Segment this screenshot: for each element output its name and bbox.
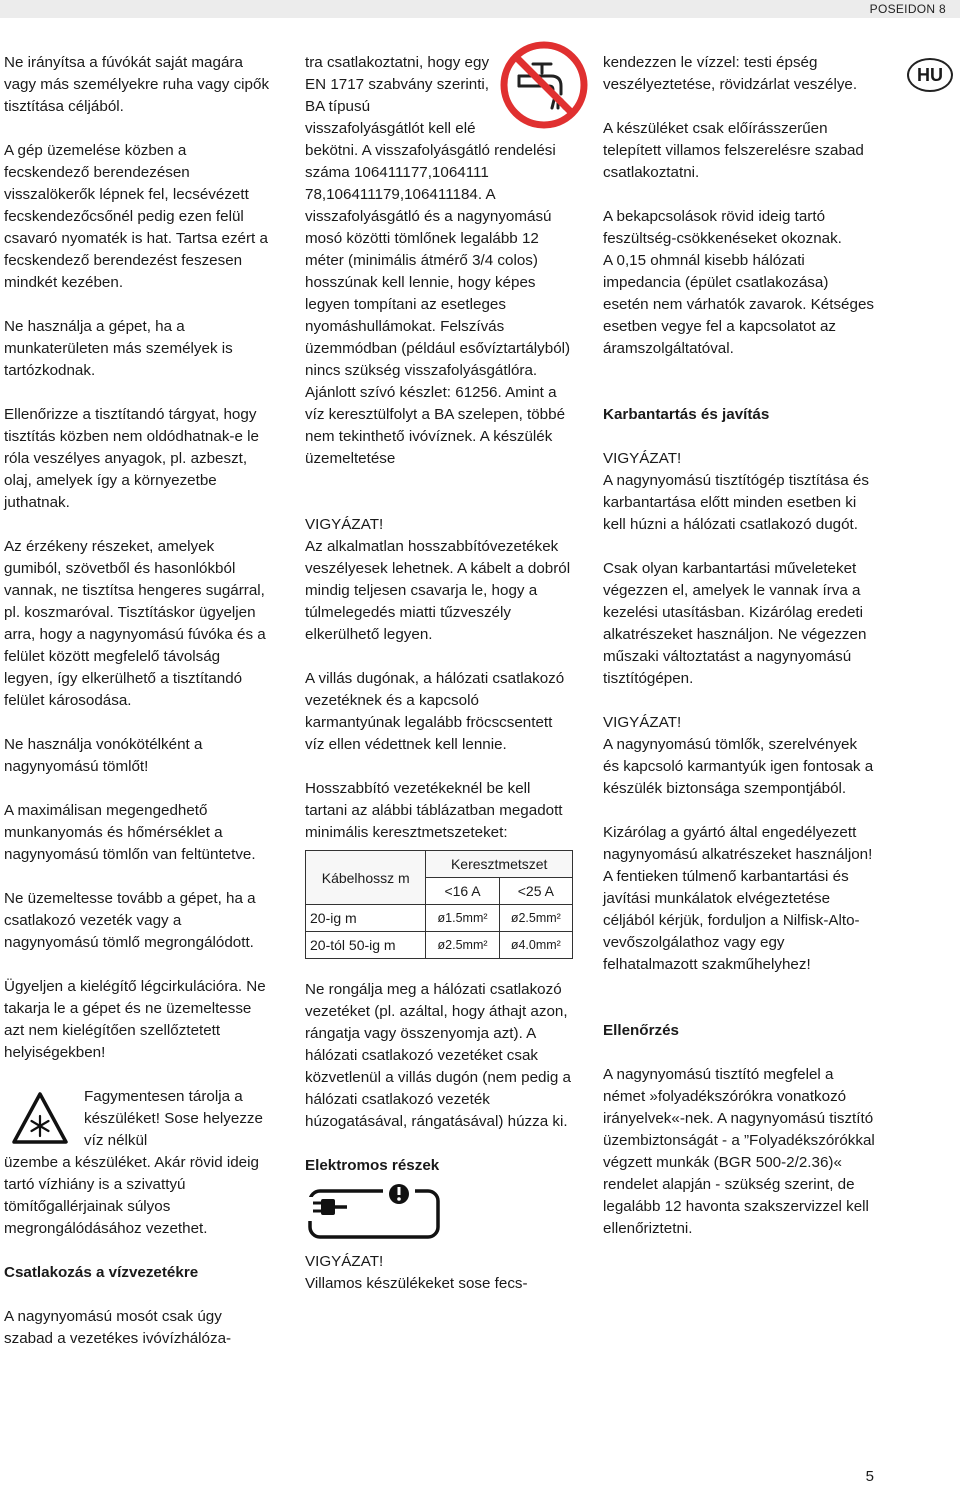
frost-text: Fagymentesen tárolja a készüléket! Sose helyezze víz nélkül bbox=[84, 1088, 263, 1149]
paragraph: Ügyeljen a kielégítő légcirkulációra. Ne takarja le a gépet és ne üzemeltesse azt nem kielégítően szellőztetett helyiségekben! bbox=[4, 978, 266, 1061]
paragraph: Az érzékeny részeket, amelyek gumiból, szövetből és hasonlókból vannak, ne tisztítsa hengeres sugárral, pl. koszmaróval. Tisztításkor ügyeljen arra, hogy a nagynyomású fúvóka és a felület között megfelelő távolság legyen, így elkerülhető a tisztítandó felület károsodása. bbox=[4, 538, 266, 709]
paragraph: A maximálisan megengedhető munkanyomás és hőmérséklet a nagynyomású tömlőn van feltüntetve. bbox=[4, 802, 256, 863]
paragraph: A 0,15 ohmnál kisebb hálózati impedancia (épület csatlakozása) esetén nem várhatók zavarok. Kétséges esetben vegye fel a kapcsolatot az áramszolgáltatóval. bbox=[603, 252, 874, 357]
paragraph: A gép üzemelése közben a fecskendező berendezésen visszalökerők lépnek fel, lecsévézett fecskendezőcsőnél pedig ezen felül csavaró nyomaték is hat. Tartsa ezért a fecskendező berendezést feszesen mindkét kezében. bbox=[4, 142, 268, 291]
warning-label: VIGYÁZAT! bbox=[305, 1253, 384, 1270]
column-3 bbox=[603, 52, 875, 1240]
header-cell-section: Keresztmetszet bbox=[426, 851, 573, 878]
header-band bbox=[0, 0, 960, 18]
paragraph: A nagynyomású tisztítógép tisztítása és karbantartása előtt minden esetben ki kell húzni a hálózati csatlakozó dugót. bbox=[603, 472, 869, 533]
header-cell-length: Kábelhossz m bbox=[306, 851, 426, 905]
table-row bbox=[306, 905, 573, 932]
table-header-row bbox=[306, 851, 573, 878]
paragraph: kendezzen le vízzel: testi épség veszélyeztetése, rövidzárlat veszélye. bbox=[603, 54, 858, 93]
subheader-cell: <16 A bbox=[426, 878, 499, 905]
section-heading: Elektromos részek bbox=[305, 1157, 440, 1174]
subheader-cell: <25 A bbox=[499, 878, 572, 905]
paragraph: A nagynyomású tisztító megfelel a német »folyadékszórókra vonatkozó irányelvek«-nek. A nagynyomású tisztító üzembiztonságát - a ”Folyadékszórókkal végzett munkák (BGR 500-2/2.36)« rendelet alapján - szükség szerint, de legalább 12 havonta szakszervizzel kell ellenőriztetni. bbox=[603, 1066, 875, 1237]
cable-table bbox=[305, 850, 573, 959]
table-cell: ø1.5mm² bbox=[426, 905, 499, 932]
paragraph: A készüléket csak előírásszerűen telepített villamos felszerelésre szabad csatlakoztatni. bbox=[603, 120, 864, 181]
paragraph: Villamos készülékeket sose fecs- bbox=[305, 1275, 528, 1292]
column-1 bbox=[4, 52, 272, 1350]
header-title: POSEIDON 8 bbox=[869, 2, 946, 16]
paragraph: Ellenőrizze a tisztítandó tárgyat, hogy tisztítás közben nem oldódhatnak-e le róla veszélyes anyagok, pl. azbeszt, olaj, amelyek így a környezetbe juthatnak. bbox=[4, 406, 259, 511]
section-heading: Csatlakozás a vízvezetékre bbox=[4, 1264, 199, 1281]
table-cell: ø2.5mm² bbox=[499, 905, 572, 932]
paragraph: Ne irányítsa a fúvókát saját magára vagy más személyekre ruha vagy cipők tisztítása céljából. bbox=[4, 54, 270, 115]
table-cell: ø4.0mm² bbox=[499, 932, 572, 959]
paragraph: Ne használja a gépet, ha a munkaterületen más személyek is tartózkodnak. bbox=[4, 318, 233, 379]
paragraph: A nagynyomású mosót csak úgy szabad a vezetékes ivóvízhálóza- bbox=[4, 1308, 232, 1347]
section-heading: Karbantartás és javítás bbox=[603, 406, 770, 423]
warning-label: VIGYÁZAT! bbox=[305, 516, 384, 533]
warning-label: VIGYÁZAT! bbox=[603, 714, 682, 731]
page-number: 5 bbox=[865, 1468, 874, 1485]
paragraph: A fentieken túlmenő karbantartási és javítási munkálatok elvégeztetése céljából kérjük, forduljon a Nilfisk-Alto-vevőszolgálathoz vagy egy felhatalmazott szakműhelyhez! bbox=[603, 868, 860, 973]
no-drinking-water-icon bbox=[499, 40, 589, 130]
paragraph: Ne üzemeltesse tovább a gépet, ha a csatlakozó vezeték vagy a nagynyomású tömlő megrongálódott. bbox=[4, 890, 256, 951]
warning-label: VIGYÁZAT! bbox=[603, 450, 682, 467]
language-badge: HU bbox=[907, 58, 953, 92]
electrical-warning-icon bbox=[307, 1183, 443, 1241]
paragraph: A nagynyomású tömlők, szerelvények és kapcsoló karmantyúk igen fontosak a készülék biztonsága szempontjából. bbox=[603, 736, 874, 797]
paragraph: Kizárólag a gyártó által engedélyezett nagynyomású alkatrészeket használjon! bbox=[603, 824, 873, 863]
frost-warning-icon bbox=[12, 1092, 68, 1144]
table-cell: 20-ig m bbox=[306, 905, 426, 932]
paragraph: üzembe a készüléket. Akár rövid ideig tartó vízhiány is a szivattyú tömítőgallérjainak súlyos megrongálódásához vezethet. bbox=[4, 1154, 259, 1237]
column-2 bbox=[305, 52, 573, 1295]
paragraph: A villás dugónak, a hálózati csatlakozó vezetéknek és a kapcsoló karmantyúnak legalább fröcscsentett víz ellen védettnek kell lennie. bbox=[305, 670, 565, 753]
frost-warning bbox=[4, 1086, 272, 1152]
paragraph: Hosszabbító vezetékeknél be kell tartani az alábbi táblázatban megadott minimális keresztmetszeteket: bbox=[305, 780, 563, 841]
paragraph: Csak olyan karbantartási műveleteket végezzen el, amelyek le vannak írva a kezelési utasításban. Kizárólag eredeti alkatrészeket használjon. Ne végezzen műszaki változtatást a nagynyomású tisztítógépen. bbox=[603, 560, 867, 687]
section-heading: Ellenőrzés bbox=[603, 1022, 679, 1039]
paragraph: Ne rongálja meg a hálózati csatlakozó vezetéket (pl. azáltal, hogy áthajt azon, rángatja vagy összenyomja azt). A hálózati csatlakozó vezetéket csak közvetlenül a villás dugón (nem pedig a hálózati csatlakozó vezeték húzogatásával, rángatásával) húzza ki. bbox=[305, 981, 571, 1130]
table-cell: ø2.5mm² bbox=[426, 932, 499, 959]
table-cell: 20-tól 50-ig m bbox=[306, 932, 426, 959]
table-row bbox=[306, 932, 573, 959]
paragraph: tra csatlakoztatni, hogy egy EN 1717 szabvány szerinti, BA típusú visszafolyásgátlót kell elé bekötni. A visszafolyásgátló rendelési száma 106411177,1064111 78,106411179,106411184. A visszafolyásgátló és a nagynyomású mosó közötti tömlőnek legalább 12 méter (minimális átmérő 3/4 colos) hosszúnak kell lennie, hogy képes legyen tompítani az esetleges nyomáshullámokat. Felszívás üzemmódban (például esővíztartályból) nincs szükség visszafolyásgátlóra. Ajánlott szívó készlet: 61256. Amint a víz keresztülfolyt a BA szelepen, többé nem tekinthető ivóvíznek. A készülék üzemeltetése bbox=[305, 54, 571, 467]
paragraph: A bekapcsolások rövid ideig tartó feszültség-csökkenéseket okoznak. bbox=[603, 208, 842, 247]
paragraph: Ne használja vonókötélként a nagynyomású tömlőt! bbox=[4, 736, 203, 775]
paragraph: Az alkalmatlan hosszabbítóvezetékek veszélyesek lehetnek. A kábelt a dobról mindig teljesen csavarja le, hogy a túlmelegedés miatti tűzveszély elkerülhető legyen. bbox=[305, 538, 571, 643]
